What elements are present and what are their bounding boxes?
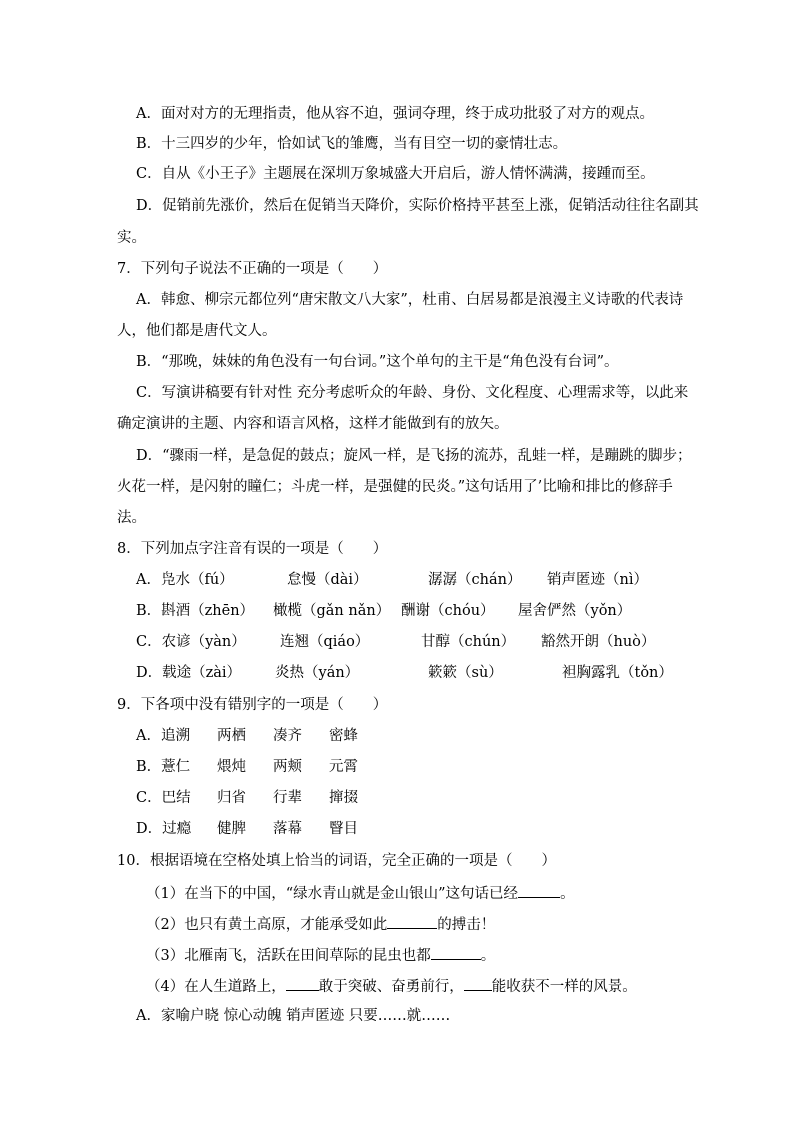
- q8-stem: 8．下列加点字注音有误的一项是（ ）: [117, 541, 388, 557]
- q7-option-d-cont2: 法。: [117, 510, 146, 526]
- q9-b-2: 煨炖: [217, 759, 246, 775]
- q10-s2-end: 的搏击！: [437, 917, 496, 933]
- q10-s1-text: （1）在当下的中国，“绿水青山就是金山银山”这句话已经: [146, 886, 519, 902]
- q6-option-b: B．十三四岁的少年，恰如试飞的雏鹰，当有目空一切的豪情壮志。: [136, 136, 568, 152]
- q8-c-2: 连翘（qiáo）: [280, 634, 370, 650]
- q7-option-a: A．韩愈、柳宗元都位列“唐宋散文八大家”，杜甫、白居易都是浪漫主义诗歌的代表诗: [136, 292, 684, 308]
- q10-s3-text: （3）北雁南飞，活跃在田间草际的昆虫也都: [146, 948, 431, 964]
- q9-d-3: 落幕: [273, 821, 302, 837]
- q8-row-b: [0, 601, 794, 621]
- q10-s2-text: （2）也只有黄土高原，才能承受如此: [146, 917, 388, 933]
- q9-d-1: D．过瘾: [136, 821, 192, 837]
- q10-s1-end: 。: [560, 886, 575, 902]
- q10-sentence-3: [146, 944, 495, 966]
- q7-option-a-cont: 人，他们都是唐代文人。: [117, 323, 277, 339]
- q8-b-1: B．斟酒（zhēn）: [136, 603, 255, 619]
- q10-option-a: A．家喻户晓 惊心动魄 销声匿迹 只要……就……: [136, 1008, 451, 1024]
- q8-c-3: 甘醇（chún）: [421, 634, 516, 650]
- q9-d-4: 瞖目: [329, 821, 358, 837]
- q7-option-b: B．“那晚，妹妹的角色没有一句台词。”这个单句的主干是“角色没有台词”。: [136, 354, 619, 370]
- q9-c-1: C．巴结: [136, 790, 191, 806]
- q8-b-4: 屋舍俨然（yǒn）: [518, 603, 632, 619]
- q7-stem: 7．下列句子说法不正确的一项是（ ）: [117, 261, 388, 277]
- q10-stem: 10．根据语境在空格处填上恰当的词语，完全正确的一项是（ ）: [117, 853, 556, 869]
- q7-option-c-cont: 确定演讲的主题、内容和语言风格，这样才能做到有的放矢。: [117, 416, 509, 432]
- q8-c-4: 豁然开朗（huò）: [541, 634, 656, 650]
- q7-option-d-cont: 火花一样，是闪射的瞳仁；斗虎一样，是强健的民炎。”这句话用了’比喻和排比的修辞手: [117, 479, 673, 495]
- q8-row-d: [0, 663, 794, 683]
- q10-s4-text-a: （4）在人生道路上，: [146, 979, 286, 995]
- q8-d-3: 簌簌（sù）: [428, 665, 503, 681]
- q10-s4-text-c: 能收获不一样的风景。: [491, 979, 637, 995]
- q7-option-d: D．“骤雨一样，是急促的鼓点；旋风一样，是飞扬的流苏，乱蛙一样，是蹦跳的脚步；: [136, 448, 692, 464]
- q10-s3-blank: [431, 944, 481, 960]
- q8-d-4: 袒胸露乳（tǒn）: [562, 665, 673, 681]
- q8-d-2: 炎热（yán）: [275, 665, 360, 681]
- q8-d-1: D．载途（zài）: [136, 665, 242, 681]
- q9-c-4: 撺掇: [329, 790, 358, 806]
- q9-row-a: [0, 726, 794, 746]
- q8-a-2: 怠慢（dài）: [287, 572, 368, 588]
- q7-option-c: C．写演讲稿要有针对性 充分考虑听众的年龄、身份、文化程度、心理需求等，以此来: [136, 385, 689, 401]
- q9-stem: 9．下各项中没有错别字的一项是（ ）: [117, 697, 388, 713]
- q6-option-d: D．促销前先涨价，然后在促销当天降价，实际价格持平甚至上涨，促销活动往往名副其: [136, 198, 699, 214]
- q9-c-2: 归省: [217, 790, 246, 806]
- q10-sentence-2: [146, 913, 495, 935]
- q9-row-c: [0, 788, 794, 808]
- q9-b-4: 元霄: [329, 759, 358, 775]
- q10-s4-text-b: 敢于突破、奋勇前行，: [318, 979, 464, 995]
- q8-a-3: 潺潺（chán）: [428, 572, 522, 588]
- q6-option-a: A．面对对方的无理指责，他从容不迫，强词夺理，终于成功批驳了对方的观点。: [136, 106, 654, 122]
- q10-s4-blank-2: [464, 975, 492, 991]
- q8-a-1: A．凫水（fú）: [136, 572, 234, 588]
- q9-row-b: [0, 757, 794, 777]
- q9-b-3: 两颊: [273, 759, 302, 775]
- q9-c-3: 行辈: [273, 790, 302, 806]
- q9-row-d: [0, 819, 794, 839]
- q6-option-d-cont: 实。: [117, 230, 146, 246]
- q9-a-4: 密蜂: [329, 728, 358, 744]
- q8-c-1: C．农谚（yàn）: [136, 634, 246, 650]
- q8-row-a: [0, 570, 794, 590]
- q10-s4-blank-1: [286, 975, 319, 991]
- q9-a-3: 凑齐: [273, 728, 302, 744]
- q10-sentence-1: [146, 882, 575, 904]
- q10-s3-end: 。: [480, 948, 496, 964]
- q8-a-4: 销声匿迹（nì）: [547, 572, 648, 588]
- q9-a-1: A．追溯: [136, 728, 190, 744]
- q8-row-c: [0, 632, 794, 652]
- q9-d-2: 健脾: [217, 821, 246, 837]
- q8-b-3: 酬谢（chóu）: [401, 603, 495, 619]
- q10-s1-blank: [518, 882, 560, 898]
- q9-b-1: B．薏仁: [136, 759, 191, 775]
- q10-sentence-4: [146, 975, 637, 997]
- q9-a-2: 两栖: [217, 728, 246, 744]
- q6-option-c: C．自从《小王子》主题展在深圳万象城盛大开启后，游人情怀满满，接踵而至。: [136, 166, 655, 182]
- q8-b-2: 橄榄（gǎn nǎn）: [273, 603, 391, 619]
- q10-s2-blank: [387, 913, 437, 929]
